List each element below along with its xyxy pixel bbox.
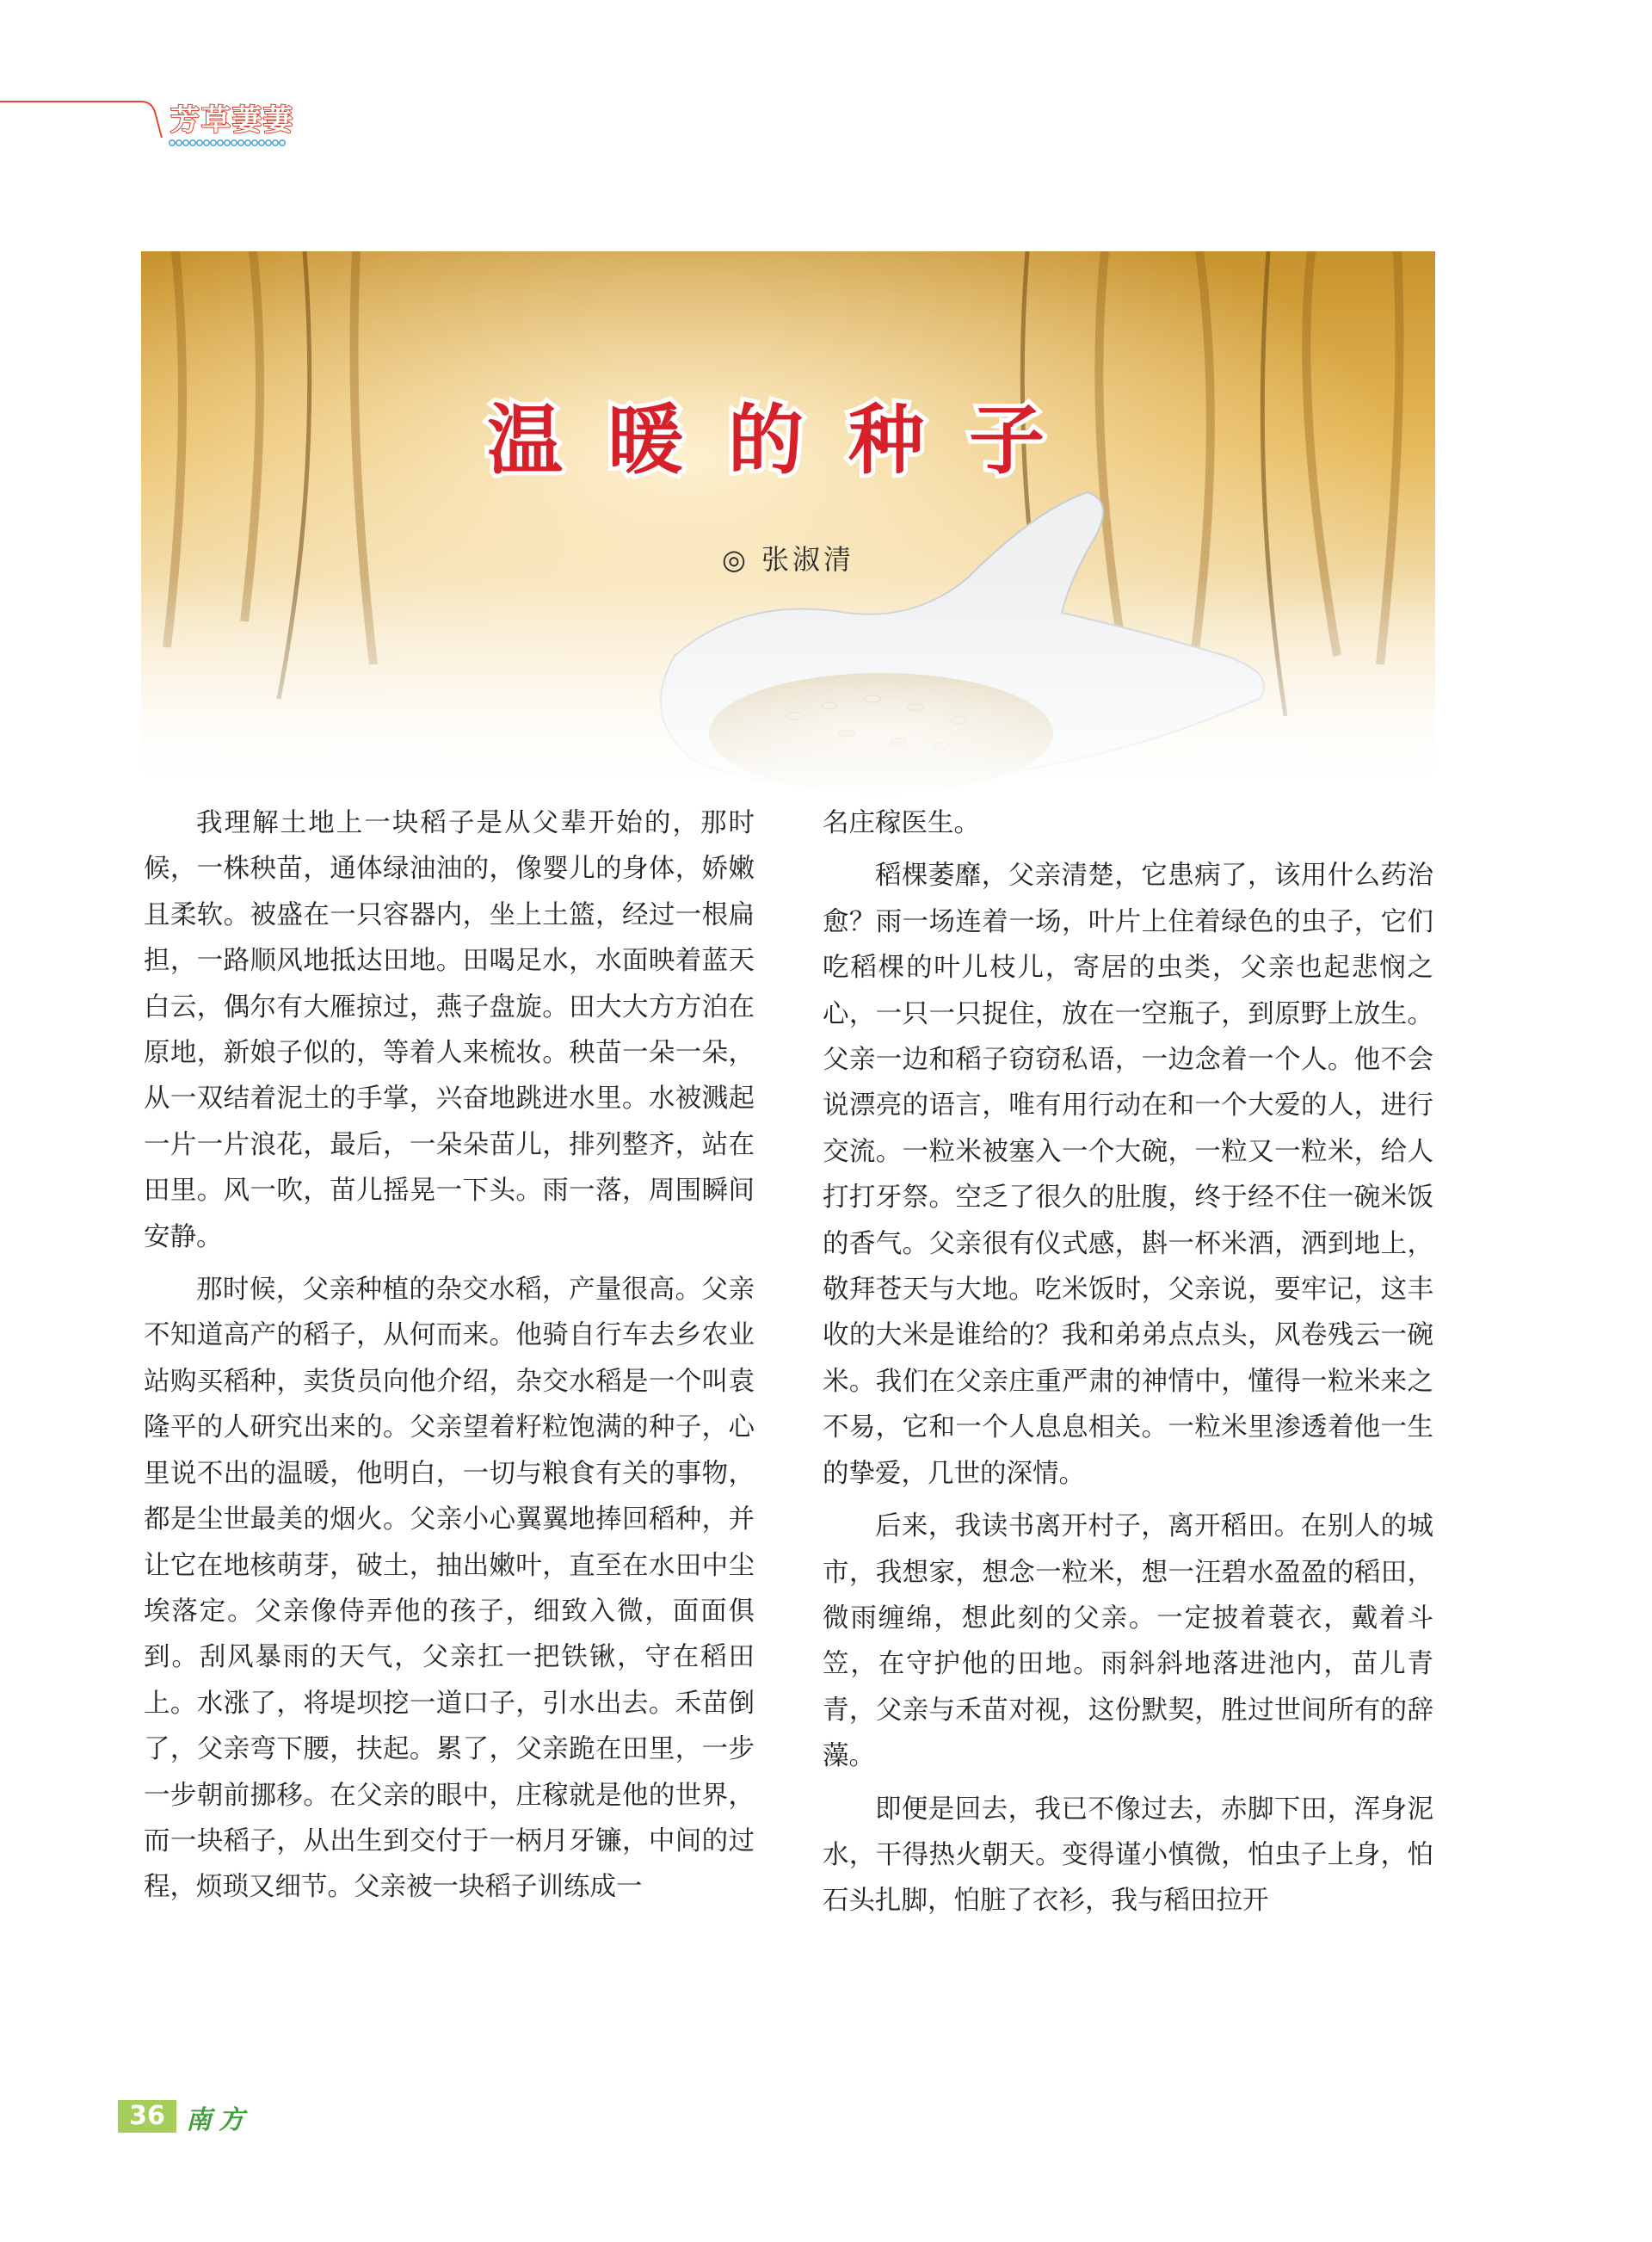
paragraph: 那时候，父亲种植的杂交水稻，产量很高。父亲不知道高产的稻子，从何而来。他骑自行车去乡农业站购买稻种，卖货员向他介绍，杂交水稻是一个叫袁隆平的人研究出来的。父亲望着籽粒饱满的种子，心里说不出的温暖，他明白，一切与粮食有关的事物，都是尘世最美的烟火。父亲小心翼翼地捧回稻种，并让它在地核萌芽，破土，抽出嫩叶，直至在水田中尘埃落定。父亲像侍弄他的孩子，细致入微，面面俱到。刮风暴雨的天气，父亲扛一把铁锹，守在稻田上。水涨了，将堤坝挖一道口子，引水出去。禾苗倒了，父亲弯下腰，扶起。累了，父亲跪在田里，一步一步朝前挪移。在父亲的眼中，庄稼就是他的世界，而一块稻子，从出生到交付于一柄月牙镰，中间的过程，烦琐又细节。父亲被一块稻子训练成一 <box>144 1275 755 1903</box>
text-column-right <box>823 800 1433 1931</box>
text-column-left <box>144 800 755 1918</box>
article-title: 温暖的种子 <box>486 395 1089 485</box>
hero-banner <box>141 251 1435 795</box>
page-number: 36 <box>118 2100 176 2133</box>
paragraph-continuation: 名庄稼医生。 <box>823 808 980 838</box>
column-title: 芳草萋萋 <box>170 103 294 138</box>
paragraph: 即便是回去，我已不像过去，赤脚下田，浑身泥水，干得热火朝天。变得谨小慎微，怕虫子上身，怕石头扎脚，怕脏了衣衫，我与稻田拉开 <box>823 1794 1433 1917</box>
paragraph: 稻棵萎靡，父亲清楚，它患病了，该用什么药治愈？雨一场连着一场，叶片上住着绿色的虫子，它们吃稻棵的叶儿枝儿，寄居的虫类，父亲也起悲悯之心，一只一只捉住，放在一空瓶子，到原野上放生。父亲一边和稻子窃窃私语，一边念着一个人。他不会说漂亮的语言，唯有用行动在和一个大爱的人，进行交流。一粒米被塞入一个大碗，一粒又一粒米，给人打打牙祭。空乏了很久的肚腹，终于经不住一碗米饭的香气。父亲很有仪式感，斟一杯米酒，洒到地上，敬拜苍天与大地。吃米饭时，父亲说，要牢记，这丰收的大米是谁给的？我和弟弟点点头，风卷残云一碗米。我们在父亲庄重严肃的神情中，懂得一粒米来之不易，它和一个人息息相关。一粒米里渗透着他一生的挚爱，几世的深情。 <box>823 861 1433 1489</box>
article-author: ◎ 张淑清 <box>721 543 855 576</box>
paragraph: 后来，我读书离开村子，离开稻田。在别人的城市，我想家，想念一粒米，想一汪碧水盈盈的稻田，微雨缠绵，想此刻的父亲。一定披着蓑衣，戴着斗笠，在守护他的田地。雨斜斜地落进池内，苗儿青青，父亲与禾苗对视，这份默契，胜过世间所有的辞藻。 <box>823 1511 1433 1772</box>
magazine-name: 南方 <box>186 2105 251 2135</box>
paragraph: 我理解土地上一块稻子是从父辈开始的，那时候，一株秧苗，通体绿油油的，像婴儿的身体，娇嫩且柔软。被盛在一只容器内，坐上土篮，经过一根扁担，一路顺风地抵达田地。田喝足水，水面映着蓝天白云，偶尔有大雁掠过，燕子盘旋。田大大方方泊在原地，新娘子似的，等着人来梳妆。秧苗一朵一朵，从一双结着泥土的手掌，兴奋地跳进水里。水被溅起一片一片浪花，最后，一朵朵苗儿，排列整齐，站在田里。风一吹，苗儿摇晃一下头。雨一落，周围瞬间安静。 <box>144 808 755 1252</box>
rice-field-photo <box>141 251 1435 795</box>
